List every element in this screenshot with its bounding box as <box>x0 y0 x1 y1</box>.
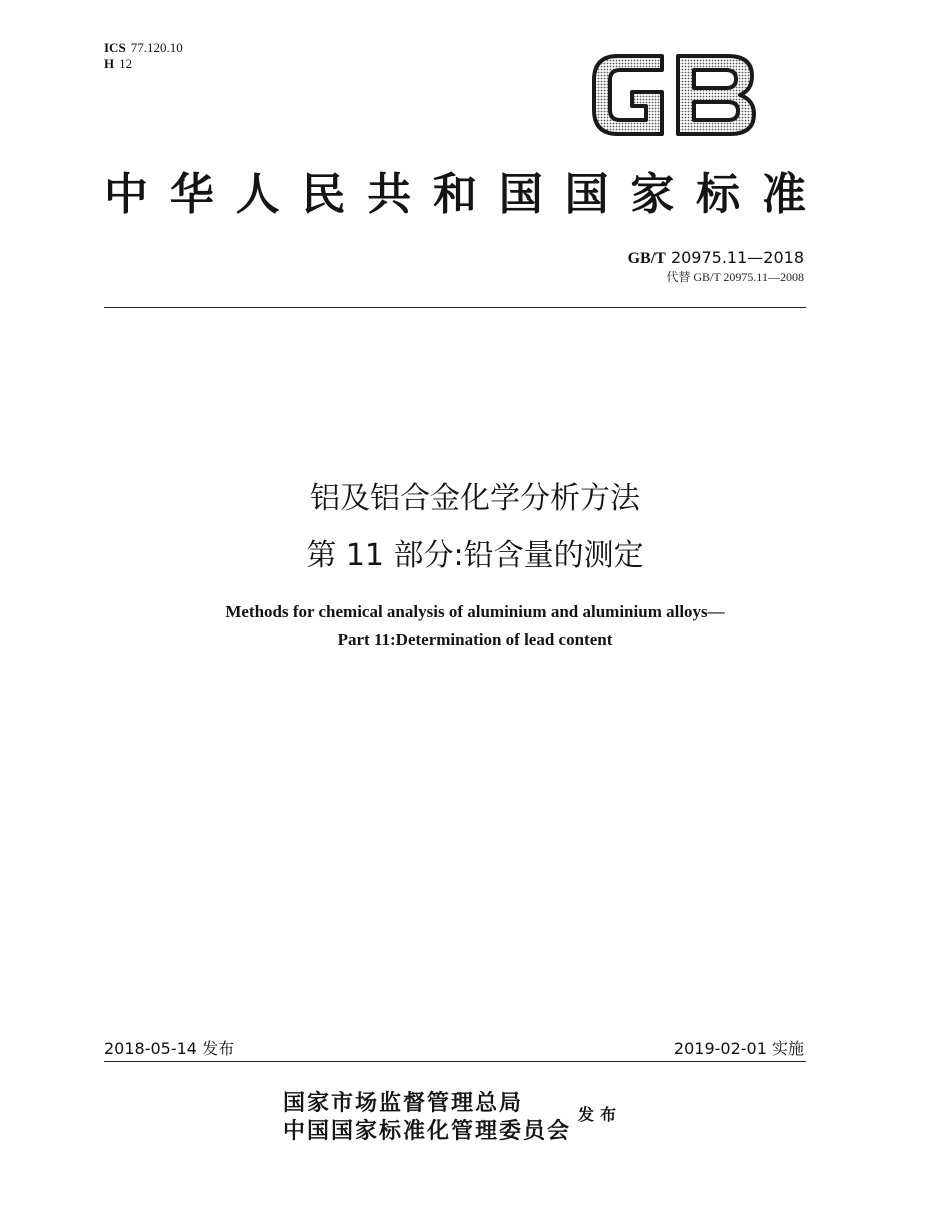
national-title-char: 标 <box>696 169 741 220</box>
national-title-char: 国 <box>564 169 609 220</box>
classification-codes <box>104 40 183 72</box>
ccs-label: H <box>104 56 115 71</box>
national-title-char: 民 <box>301 169 346 220</box>
standard-code: 20975.11—2018 <box>670 248 804 267</box>
title-en-line1: Methods for chemical analysis of aluminium and aluminium alloys— <box>225 602 725 621</box>
national-title-char: 中 <box>104 169 148 220</box>
standard-number <box>628 248 804 269</box>
footer-divider <box>104 1061 806 1062</box>
ccs-value: 12 <box>119 56 133 71</box>
national-title-char: 人 <box>235 169 280 220</box>
standard-prefix: GB/T <box>627 250 666 267</box>
implementation-date: 2019-02-01 实施 <box>673 1039 804 1058</box>
replaces-standard: 代替 GB/T 20975.11—2008 <box>666 270 804 284</box>
ics-label: ICS <box>104 40 126 55</box>
ics-code <box>104 40 183 56</box>
gb-logo-b <box>678 56 754 134</box>
issuer-org-2: 中国国家标准化管理委员会 <box>283 1118 572 1144</box>
national-title-char: 家 <box>630 169 675 220</box>
national-title-char: 准 <box>761 169 806 220</box>
issue-date: 2018-05-14 发布 <box>104 1039 235 1058</box>
national-title-char: 和 <box>432 169 477 220</box>
title-zh-line1: 铝及铝合金化学分析方法 <box>310 481 640 516</box>
title-zh-line2: 第 11 部分:铅含量的测定 <box>306 538 644 573</box>
publish-label: 发布 <box>578 1105 623 1124</box>
national-title-char: 共 <box>367 169 412 220</box>
title-en-line2: Part 11:Determination of lead content <box>337 630 613 649</box>
national-title-char: 国 <box>498 169 543 220</box>
ccs-code <box>104 56 183 72</box>
ics-value: 77.120.10 <box>130 40 183 55</box>
national-title-char: 华 <box>169 169 214 220</box>
standard-number-block <box>628 248 804 285</box>
issuer-org-1: 国家市场监督管理总局 <box>283 1090 524 1116</box>
header-divider <box>104 307 806 308</box>
national-standard-title <box>104 160 806 220</box>
gb-logo-icon <box>588 50 760 140</box>
gb-logo-g <box>594 56 662 134</box>
